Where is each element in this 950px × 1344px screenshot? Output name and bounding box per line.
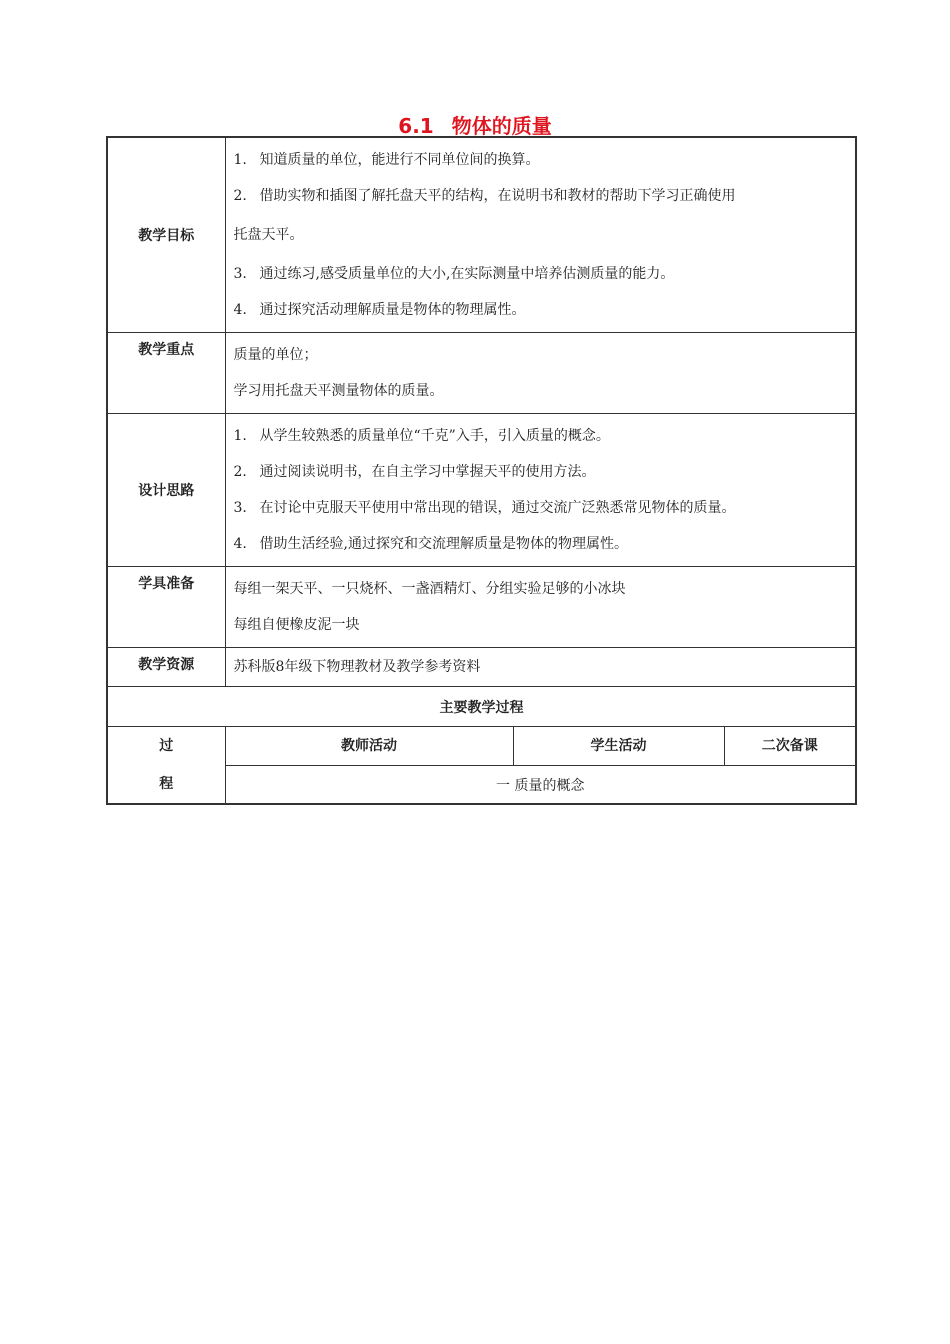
design-item xyxy=(234,418,848,454)
design-number: 4. xyxy=(233,536,247,552)
column-revision: 二次备课 xyxy=(724,727,856,766)
goal-item xyxy=(234,142,848,178)
key-points-label: 教学重点 xyxy=(107,333,225,414)
row-process-columns xyxy=(107,727,856,766)
design-item xyxy=(234,526,848,562)
goal-item xyxy=(234,256,848,292)
design-text: 通过阅读说明书，在自主学习中掌握天平的使用方法。 xyxy=(259,464,596,480)
row-goals xyxy=(107,137,856,333)
column-student: 学生活动 xyxy=(513,727,724,766)
title-text: 物体的质量 xyxy=(451,114,552,138)
goals-label: 教学目标 xyxy=(107,137,225,333)
design-number: 3. xyxy=(233,500,247,516)
goal-text: 知道质量的单位，能进行不同单位间的换算。 xyxy=(259,152,540,168)
materials-text: 每组自便橡皮泥一块 xyxy=(233,617,360,633)
design-text: 借助生活经验,通过探究和交流理解质量是物体的物理属性。 xyxy=(259,536,628,552)
goal-number: 3. xyxy=(233,266,247,282)
row-process-heading xyxy=(107,687,856,727)
section-title: 一 质量的概念 xyxy=(225,766,856,804)
process-heading: 主要教学过程 xyxy=(107,687,856,727)
goal-item xyxy=(234,178,848,214)
process-label-bottom: 程 xyxy=(159,776,174,792)
design-content xyxy=(225,414,856,567)
lesson-plan-table xyxy=(106,136,857,805)
goal-text: 通过练习,感受质量单位的大小,在实际测量中培养估测质量的能力。 xyxy=(259,266,675,282)
goal-text: 通过探究活动理解质量是物体的物理属性。 xyxy=(259,302,526,318)
design-text: 从学生较熟悉的质量单位“千克”入手，引入质量的概念。 xyxy=(259,428,610,444)
materials-text: 每组一架天平、一只烧杯、一盏酒精灯、分组实验足够的小冰块 xyxy=(233,581,626,597)
design-item xyxy=(234,454,848,490)
materials-content xyxy=(225,567,856,648)
resources-label: 教学资源 xyxy=(107,648,225,687)
resources-text: 苏科版8年级下物理教材及教学参考资料 xyxy=(233,659,481,675)
row-key-points xyxy=(107,333,856,414)
process-label-top: 过 xyxy=(159,738,174,754)
row-design xyxy=(107,414,856,567)
design-item xyxy=(234,490,848,526)
goal-number: 2. xyxy=(233,188,247,204)
key-points-content xyxy=(225,333,856,414)
row-materials xyxy=(107,567,856,648)
key-point-text: 学习用托盘天平测量物体的质量。 xyxy=(233,383,444,399)
design-label: 设计思路 xyxy=(107,414,225,567)
resources-content xyxy=(225,648,856,687)
goals-content xyxy=(225,137,856,333)
title-number: 6.1 xyxy=(398,114,434,138)
goal-text: 借助实物和插图了解托盘天平的结构，在说明书和教材的帮助下学习正确使用 xyxy=(259,188,736,204)
row-resources xyxy=(107,648,856,687)
key-point-text: 质量的单位； xyxy=(233,347,318,363)
goal-number: 4. xyxy=(233,302,247,318)
process-label xyxy=(107,727,225,805)
design-number: 1. xyxy=(233,428,247,444)
goal-text-continued: 托盘天平。 xyxy=(233,227,304,243)
goal-number: 1. xyxy=(233,152,247,168)
design-number: 2. xyxy=(233,464,247,480)
design-text: 在讨论中克服天平使用中常出现的错误，通过交流广泛熟悉常见物体的质量。 xyxy=(259,500,736,516)
goal-item xyxy=(234,292,848,328)
page-title xyxy=(0,110,950,139)
materials-label: 学具准备 xyxy=(107,567,225,648)
column-teacher: 教师活动 xyxy=(225,727,513,766)
